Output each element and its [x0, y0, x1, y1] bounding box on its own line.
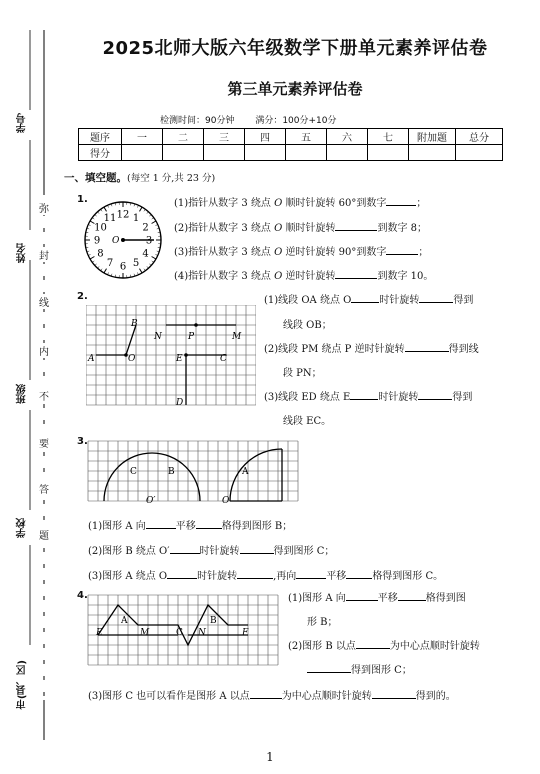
answer-blank[interactable]	[296, 568, 326, 579]
answer-blank[interactable]	[237, 568, 273, 579]
score-cell: 题序	[79, 129, 122, 145]
score-cell: 总分	[456, 129, 503, 145]
seal-char: 弥	[39, 200, 49, 215]
q4-grid-figure	[84, 591, 280, 671]
answer-blank[interactable]	[418, 389, 452, 400]
point-label: O′	[146, 496, 156, 503]
q2-grid-figure	[86, 305, 256, 411]
score-input-cell[interactable]	[163, 145, 204, 161]
point-label: F	[242, 628, 249, 638]
seal-char: 答	[39, 481, 49, 496]
answer-blank[interactable]	[167, 568, 197, 579]
label-name: 姓名	[17, 243, 28, 263]
answer-blank[interactable]	[335, 220, 377, 231]
seal-char: 线	[39, 294, 49, 309]
q3-grid-figure	[84, 437, 304, 503]
score-cell: 一	[122, 129, 163, 145]
point-label: D	[176, 398, 184, 408]
score-cell: 四	[245, 129, 286, 145]
answer-blank[interactable]	[351, 292, 379, 303]
q2-line-5: (3)线段 ED 绕点 E 时针旋转 得到	[264, 388, 472, 403]
clock-number: 1	[132, 212, 140, 224]
score-cell: 六	[327, 129, 368, 145]
figure-label: A	[121, 616, 128, 626]
q2-line-6: 线段 EC。	[283, 416, 332, 427]
point-label: O	[128, 354, 136, 364]
section-title: 一、填空题。	[64, 172, 127, 184]
clock-tick	[147, 212, 149, 214]
q2-line-2: 线段 OB；	[283, 320, 332, 331]
seal-char: 不	[39, 388, 49, 403]
answer-blank[interactable]	[346, 568, 372, 579]
binding-lines	[0, 0, 70, 774]
score-row-label: 得分	[79, 145, 122, 161]
answer-blank[interactable]	[170, 543, 200, 554]
clock-tick	[152, 257, 156, 260]
point-label: E	[96, 628, 103, 638]
seal-char: 要	[39, 435, 49, 450]
q4-line-2: 形 B；	[307, 617, 338, 628]
figure-label: C	[176, 628, 183, 638]
seal-char: 题	[39, 527, 49, 542]
exam-subtitle: 第三单元素养评估卷	[227, 80, 363, 98]
figure-label: A	[242, 467, 249, 477]
label-student-id: 学号	[17, 113, 28, 133]
point-label: N	[198, 628, 206, 638]
q3-line-2: (2)图形 B 绕点 O′ 时针旋转 得到图形 C；	[88, 542, 334, 557]
clock-number: 6	[119, 261, 127, 273]
score-cell: 三	[204, 129, 245, 145]
answer-blank[interactable]	[398, 590, 426, 601]
answer-blank[interactable]	[350, 389, 378, 400]
clock-number: 7	[106, 258, 114, 270]
q3-line-1: (1)图形 A 向 平移 格得到图形 B；	[88, 517, 292, 532]
q2-number: 2.	[77, 291, 88, 302]
seal-char: 封	[39, 247, 49, 262]
answer-blank[interactable]	[307, 662, 351, 673]
section-heading	[64, 170, 215, 185]
page-number: 1	[266, 750, 274, 764]
clock-tick	[140, 269, 143, 273]
q4-line-1: (1)图形 A 向 平移 格得到图	[288, 589, 466, 604]
score-input-cell[interactable]	[204, 145, 245, 161]
score-input-cell[interactable]	[286, 145, 327, 161]
score-cell: 二	[163, 129, 204, 145]
clock-number: 10	[94, 222, 107, 234]
point-label: O	[222, 496, 230, 503]
clock-tick	[149, 264, 151, 266]
clock-number: 4	[142, 248, 149, 260]
score-input-cell[interactable]	[327, 145, 368, 161]
clock-tick	[90, 257, 94, 260]
clock-tick	[104, 269, 107, 273]
answer-blank[interactable]	[146, 518, 176, 529]
clock-figure	[82, 199, 164, 281]
clock-number: 2	[142, 222, 149, 234]
clock-number: 5	[132, 258, 140, 270]
q4-line-4: 得到图形 C；	[307, 661, 412, 676]
clock-tick	[152, 221, 156, 224]
answer-blank[interactable]	[405, 341, 449, 352]
clock-number: 11	[103, 212, 117, 224]
point-label: M	[140, 628, 150, 638]
clock-tick	[95, 264, 97, 266]
answer-blank[interactable]	[346, 590, 378, 601]
answer-blank[interactable]	[386, 195, 416, 206]
point-label: A	[88, 354, 95, 364]
score-input-cell[interactable]	[122, 145, 163, 161]
answer-blank[interactable]	[372, 688, 416, 699]
q1-line-2: (2)指针从数字 3 绕点 O 顺时针旋转 到数字 8；	[174, 219, 427, 234]
exam-full-score: 满分：100分+10分	[255, 116, 337, 126]
point-label: E	[176, 354, 183, 364]
point-label: B	[131, 319, 138, 329]
clock-tick	[140, 207, 143, 211]
q1-line-3: (3)指针从数字 3 绕点 O 逆时针旋转 90°到数字 ；	[174, 243, 428, 258]
q2-line-4: 段 PN；	[283, 368, 322, 379]
section-note: (每空 1 分,共 23 分)	[127, 173, 216, 184]
q4-number: 4.	[77, 590, 88, 601]
answer-blank[interactable]	[386, 244, 418, 255]
q2-line-1: (1)线段 OA 绕点 O 时针旋转 得到	[264, 291, 473, 306]
point-label: P	[188, 332, 195, 342]
clock-tick	[149, 215, 151, 217]
clock-number: 3	[145, 235, 153, 247]
q3-line-3: (3)图形 A 绕点 O 时针旋转 ,再向 平移 格得到图形 C。	[88, 567, 443, 582]
exam-title: 2025北师大版六年级数学下册单元素养评估卷	[102, 38, 488, 59]
q1-line-1: (1)指针从数字 3 绕点 O 顺时针旋转 60°到数字 ；	[174, 194, 426, 209]
answer-blank[interactable]	[240, 543, 274, 554]
label-city: 市(县、区)	[17, 660, 28, 710]
answer-blank[interactable]	[335, 268, 377, 279]
label-school: 学校	[17, 518, 28, 538]
score-input-cell[interactable]	[409, 145, 456, 161]
clock-number: 9	[93, 235, 101, 247]
clock-tick	[147, 266, 149, 268]
figure-label: B	[210, 616, 217, 626]
q1-line-4: (4)指针从数字 3 绕点 O 逆时针旋转 到数字 10。	[174, 267, 433, 282]
score-cell: 七	[368, 129, 409, 145]
q4-line-3: (2)图形 B 以点 为中心点顺时针旋转	[288, 637, 480, 652]
clock-number: 12	[116, 209, 130, 221]
clock-number: 8	[97, 248, 104, 260]
score-cell: 五	[286, 129, 327, 145]
q4-line-5: (3)图形 C 也可以看作是图形 A 以点 为中心点顺时针旋转 得到的。	[88, 687, 456, 702]
figure-label: C	[130, 467, 137, 477]
q2-line-3: (2)线段 PM 绕点 P 逆时针旋转 得到线	[264, 340, 479, 355]
figure-label: B	[168, 467, 175, 477]
answer-blank[interactable]	[250, 688, 282, 699]
score-input-cell[interactable]	[368, 145, 409, 161]
clock-tick	[95, 215, 97, 217]
point-label: N	[154, 332, 162, 342]
exam-meta	[160, 113, 355, 126]
seal-char: 内	[39, 343, 49, 358]
score-table	[78, 128, 503, 161]
clock-center-label: O	[112, 236, 120, 246]
q1-number: 1.	[77, 194, 88, 205]
exam-time: 检测时间：90分钟	[160, 116, 235, 126]
label-class: 班级	[17, 384, 28, 404]
point-label: M	[232, 332, 242, 342]
clock-tick	[98, 212, 100, 214]
clock-tick	[104, 207, 107, 211]
score-table-score-row	[79, 145, 503, 161]
answer-blank[interactable]	[196, 518, 222, 529]
point-label: C	[220, 354, 227, 364]
answer-blank[interactable]	[419, 292, 453, 303]
q3-number: 3.	[77, 436, 88, 447]
score-cell: 附加题	[409, 129, 456, 145]
answer-blank[interactable]	[356, 638, 390, 649]
score-input-cell[interactable]	[245, 145, 286, 161]
score-table-header-row	[79, 129, 503, 145]
score-input-cell[interactable]	[456, 145, 503, 161]
clock-tick	[98, 266, 100, 268]
